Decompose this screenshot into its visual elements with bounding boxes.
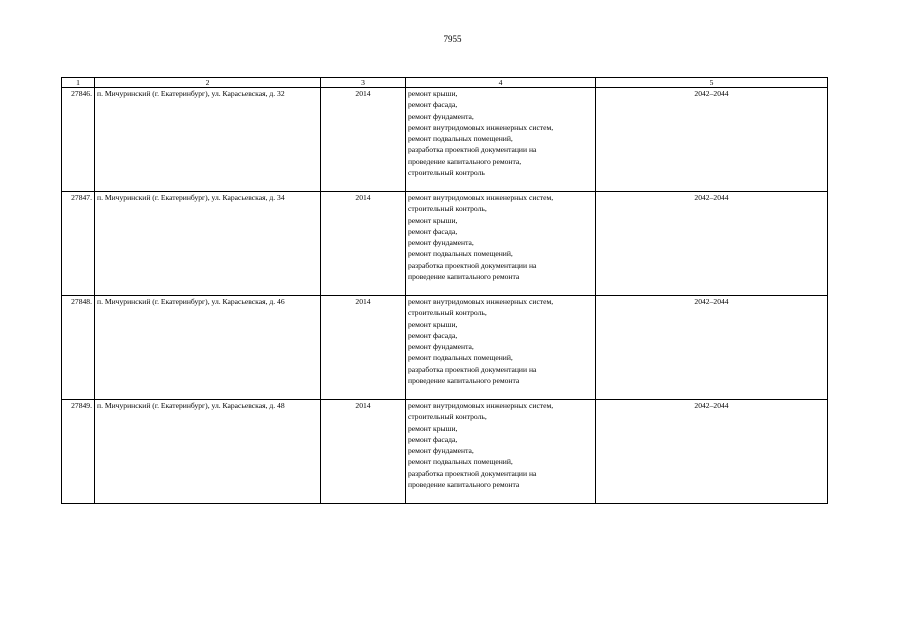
period-cell: 2042–2044 bbox=[596, 400, 828, 504]
year-cell: 2014 bbox=[321, 400, 406, 504]
column-header: 2 bbox=[95, 78, 321, 88]
work-item: ремонт крыши, bbox=[408, 423, 458, 433]
work-item: ремонт подвальных помещений, bbox=[408, 134, 513, 144]
work-item: ремонт фасада, bbox=[408, 226, 458, 236]
work-item: строительный контроль, bbox=[408, 204, 487, 214]
row-number: 27847. bbox=[62, 192, 95, 296]
table-row bbox=[62, 192, 828, 296]
period-cell: 2042–2044 bbox=[596, 192, 828, 296]
works-cell bbox=[406, 400, 596, 504]
period-cell: 2042–2044 bbox=[596, 88, 828, 192]
table-header-row bbox=[62, 78, 828, 88]
work-item: ремонт внутридомовых инженерных систем, bbox=[408, 297, 554, 306]
works-cell bbox=[406, 192, 596, 296]
work-item: ремонт подвальных помещений, bbox=[408, 249, 513, 259]
address-cell: п. Мичуринский (г. Екатеринбург), ул. Карасьевская, д. 34 bbox=[95, 192, 321, 296]
period-cell: 2042–2044 bbox=[596, 296, 828, 400]
work-item: строительный контроль, bbox=[408, 412, 487, 422]
work-item: ремонт подвальных помещений, bbox=[408, 353, 513, 363]
work-item: ремонт внутридомовых инженерных систем, bbox=[408, 401, 554, 410]
year-cell: 2014 bbox=[321, 192, 406, 296]
works-cell bbox=[406, 88, 596, 192]
row-number: 27848. bbox=[62, 296, 95, 400]
work-item: ремонт крыши, bbox=[408, 89, 458, 98]
work-item: проведение капитального ремонта, bbox=[408, 156, 522, 166]
work-item: проведение капитального ремонта bbox=[408, 376, 520, 386]
column-header: 1 bbox=[62, 78, 95, 88]
work-item: строительный контроль, bbox=[408, 308, 487, 318]
work-item: строительный контроль bbox=[408, 168, 485, 178]
column-header: 5 bbox=[596, 78, 828, 88]
work-item: ремонт крыши, bbox=[408, 319, 458, 329]
repair-schedule-table bbox=[61, 77, 828, 504]
work-item: проведение капитального ремонта bbox=[408, 480, 520, 490]
table-row bbox=[62, 296, 828, 400]
work-item: разработка проектной документации на bbox=[408, 260, 537, 270]
row-number: 27849. bbox=[62, 400, 95, 504]
table-row bbox=[62, 88, 828, 192]
work-item: разработка проектной документации на bbox=[408, 468, 537, 478]
work-item: ремонт крыши, bbox=[408, 215, 458, 225]
address-cell: п. Мичуринский (г. Екатеринбург), ул. Карасьевская, д. 32 bbox=[95, 88, 321, 192]
address-cell: п. Мичуринский (г. Екатеринбург), ул. Карасьевская, д. 46 bbox=[95, 296, 321, 400]
work-item: ремонт фундамента, bbox=[408, 111, 474, 121]
column-header: 4 bbox=[406, 78, 596, 88]
work-item: разработка проектной документации на bbox=[408, 364, 537, 374]
work-item: ремонт фасада, bbox=[408, 100, 458, 110]
work-item: ремонт фасада, bbox=[408, 434, 458, 444]
address-cell: п. Мичуринский (г. Екатеринбург), ул. Карасьевская, д. 48 bbox=[95, 400, 321, 504]
work-item: ремонт внутридомовых инженерных систем, bbox=[408, 193, 554, 202]
table-row bbox=[62, 400, 828, 504]
work-item: ремонт фасада, bbox=[408, 330, 458, 340]
row-number: 27846. bbox=[62, 88, 95, 192]
works-cell bbox=[406, 296, 596, 400]
work-item: ремонт фундамента, bbox=[408, 342, 474, 352]
work-item: ремонт подвальных помещений, bbox=[408, 457, 513, 467]
year-cell: 2014 bbox=[321, 296, 406, 400]
work-item: разработка проектной документации на bbox=[408, 145, 537, 155]
work-item: ремонт фундамента, bbox=[408, 238, 474, 248]
work-item: проведение капитального ремонта bbox=[408, 272, 520, 282]
page-number: 7955 bbox=[443, 34, 462, 44]
year-cell: 2014 bbox=[321, 88, 406, 192]
column-header: 3 bbox=[321, 78, 406, 88]
work-item: ремонт фундамента, bbox=[408, 446, 474, 456]
work-item: ремонт внутридомовых инженерных систем, bbox=[408, 122, 554, 132]
